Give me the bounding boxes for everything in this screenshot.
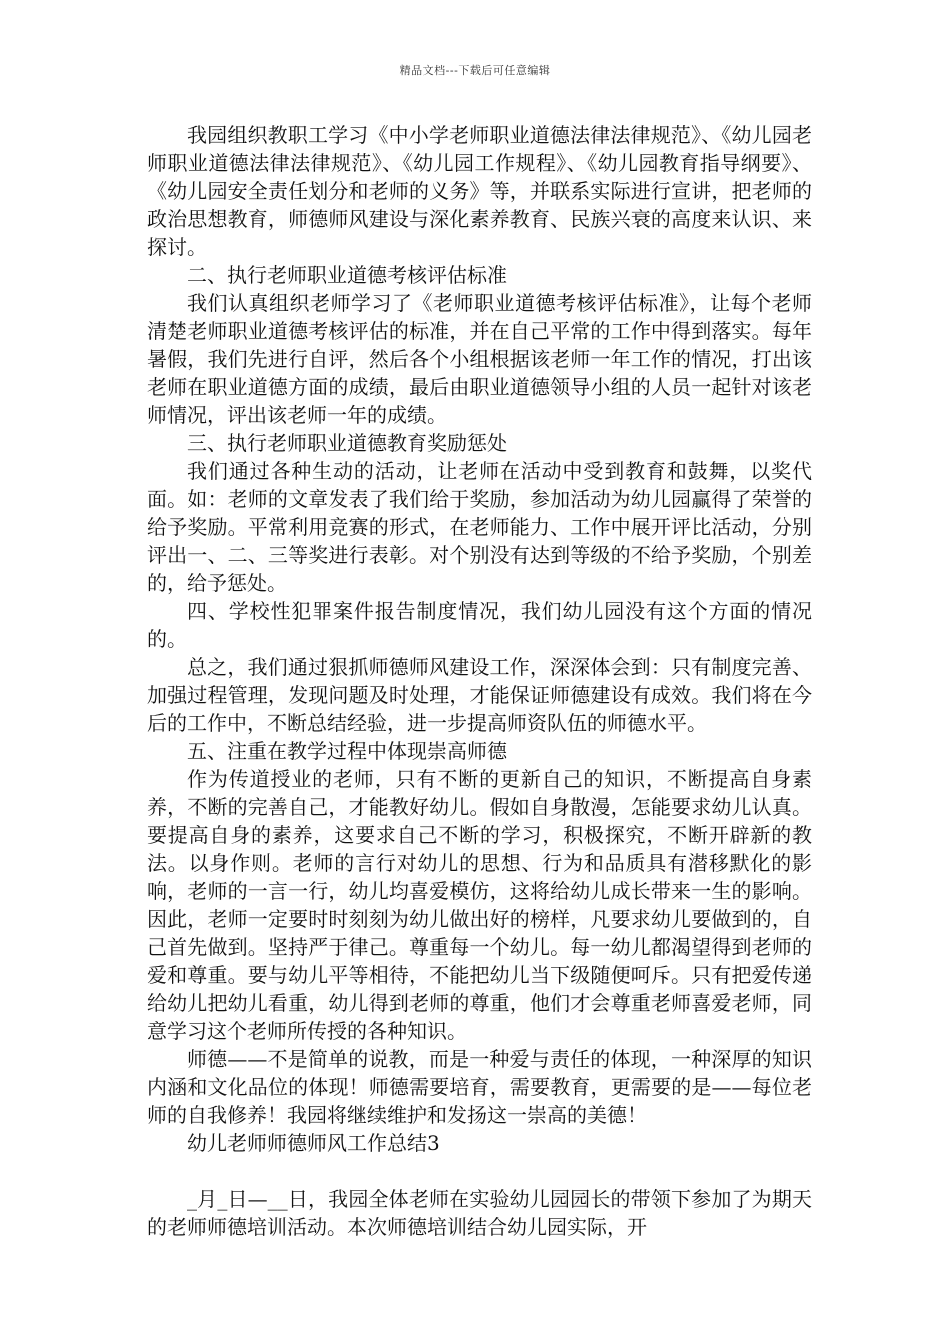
- section-heading: 二、执行老师职业道德考核评估标准: [187, 263, 507, 287]
- page-header: 精品文档---下载后可任意编辑: [399, 64, 551, 77]
- blank-line: [147, 1157, 812, 1185]
- paragraph: _月_日—__日，我园全体老师在实验幼儿园园长的带领下参加了为期天的老师师德培训活动。本次师德培训结合幼儿园实际，开: [147, 1187, 812, 1239]
- section-heading: 五、注重在教学过程中体现崇高师德: [187, 739, 507, 763]
- document-body: [147, 121, 812, 1241]
- paragraph: 我们认真组织老师学习了《老师职业道德考核评估标准》，让每个老师清楚老师职业道德考核评估的标准，并在自己平常的工作中得到落实。每年暑假，我们先进行自评，然后各个小组根据该老师一年工作的情况，打出该老师在职业道德方面的成绩，最后由职业道德领导小组的人员一起针对该老师情况，评出该老师一年的成绩。: [147, 291, 812, 427]
- paragraph: 作为传道授业的老师，只有不断的更新自己的知识，不断提高自身素养，不断的完善自己，才能教好幼儿。假如自身散漫，怎能要求幼儿认真。要提高自身的素养，这要求自己不断的学习，积极探究，不断开辟新的教法。以身作则。老师的言行对幼儿的思想、行为和品质具有潜移默化的影响，老师的一言一行，幼儿均喜爱模仿，这将给幼儿成长带来一生的影响。因此，老师一定要时时刻刻为幼儿做出好的榜样，凡要求幼儿要做到的，自己首先做到。坚持严于律己。尊重每一个幼儿。每一幼儿都渴望得到老师的爱和尊重。要与幼儿平等相待，不能把幼儿当下级随便呵斥。只有把爱传递给幼儿把幼儿看重，幼儿得到老师的尊重，他们才会尊重老师喜爱老师，同意学习这个老师所传授的各种知识。: [147, 767, 812, 1043]
- section-heading: 三、执行老师职业道德教育奖励惩处: [187, 431, 507, 455]
- paragraph: 师德——不是简单的说教，而是一种爱与责任的体现，一种深厚的知识内涵和文化品位的体现！师德需要培育，需要教育，更需要的是——每位老师的自我修养！我园将继续维护和发扬这一崇高的美德！: [147, 1047, 812, 1127]
- paragraph: 我园组织教职工学习《中小学老师职业道德法律法律规范》、《幼儿园老师职业道德法律法律规范》、《幼儿园工作规程》、《幼儿园教育指导纲要》、《幼儿园安全责任划分和老师的义务》等，并联系实际进行宣讲，把老师的政治思想教育，师德师风建设与深化素养教育、民族兴衰的高度来认识、来探讨。: [147, 123, 812, 259]
- document-subtitle: 幼儿老师师德师风工作总结3: [187, 1131, 440, 1155]
- paragraph: 我们通过各种生动的活动，让老师在活动中受到教育和鼓舞，以奖代面。如：老师的文章发表了我们给于奖励，参加活动为幼儿园赢得了荣誉的给予奖励。平常利用竞赛的形式，在老师能力、工作中展开评比活动，分别评出一、二、三等奖进行表彰。对个别没有达到等级的不给予奖励，个别差的，给予惩处。: [147, 459, 812, 595]
- paragraph: 总之，我们通过狠抓师德师风建设工作，深深体会到：只有制度完善、加强过程管理，发现问题及时处理，才能保证师德建设有成效。我们将在今后的工作中，不断总结经验，进一步提高师资队伍的师德水平。: [147, 655, 812, 735]
- section-heading: 四、学校性犯罪案件报告制度情况，我们幼儿园没有这个方面的情况的。: [147, 599, 812, 651]
